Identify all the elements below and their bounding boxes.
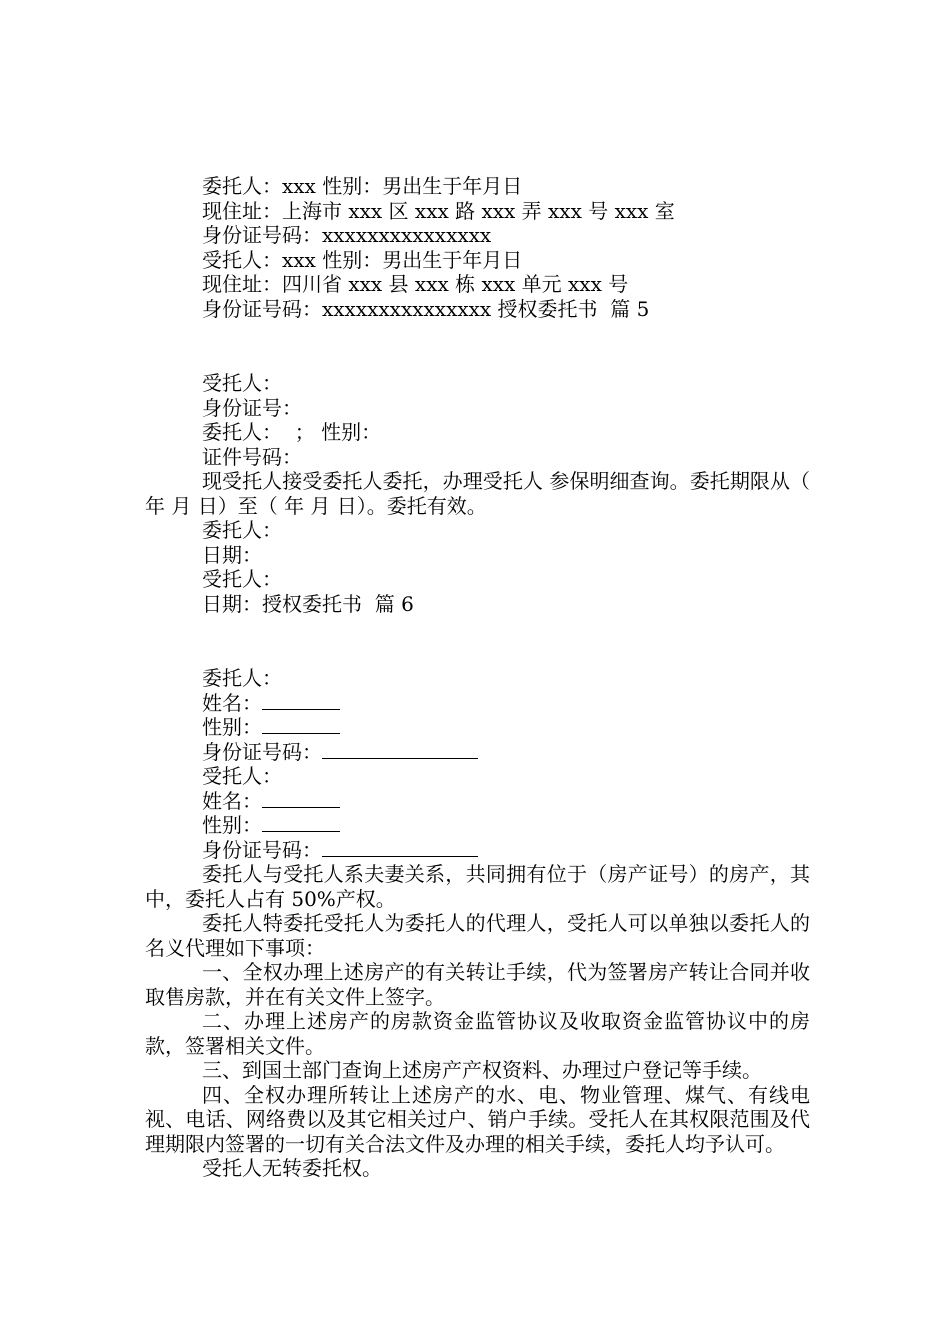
gender-label: 性别：: [202, 813, 262, 837]
principal-heading: 委托人：: [202, 666, 282, 690]
principal-name-line: [145, 691, 810, 716]
spacer: [145, 616, 810, 666]
text-line: 身份证号码：xxxxxxxxxxxxxxx: [202, 223, 492, 247]
text-line: 证件号码：: [202, 444, 302, 469]
paragraph: 四、全权办理所转让上述房产的水、电、物业管理、煤气、有线电视、电话、网络费以及其它相关过户、销户手续。受托人在其权限范围及代理期限内签署的一切有关合法文件及办理的相关手续，委托人均予认可。: [145, 1082, 810, 1156]
spacer: [145, 321, 810, 371]
paragraph: 三、到国土部门查询上述房产产权资料、办理过户登记等手续。: [202, 1058, 762, 1082]
text-line: 身份证号码：xxxxxxxxxxxxxxx 授权委托书 篇 5: [202, 296, 650, 321]
text-line: 日期：授权委托书 篇 6: [202, 591, 414, 616]
text-line: 委托人：: [202, 518, 282, 542]
agent-id-line: [145, 838, 810, 863]
text-line: 受托人：: [202, 567, 282, 591]
agent-gender-line: [145, 813, 810, 838]
text-line: 现住址：四川省 xxx 县 xxx 栋 xxx 单元 xxx 号: [202, 272, 629, 296]
principal-id-line: [145, 740, 810, 765]
name-label: 姓名：: [202, 690, 262, 715]
agent-name-line: [145, 789, 810, 814]
paragraph: 二、办理上述房产的房款资金监管协议及收取资金监管协议中的房款，签署相关文件。: [145, 1009, 810, 1058]
name-blank: [262, 789, 340, 808]
id-blank: [322, 740, 478, 759]
paragraph: 委托人与受托人系夫妻关系，共同拥有位于（房产证号）的房产，其中，委托人占有 50%产权。: [145, 862, 810, 911]
principal-gender-line: [145, 715, 810, 740]
paragraph: 委托人特委托受托人为委托人的代理人，受托人可以单独以委托人的名义代理如下事项：: [145, 911, 810, 960]
document-body: [145, 174, 810, 1181]
text-line: 受托人：xxx 性别：男出生于年月日: [202, 247, 523, 272]
gender-blank: [262, 813, 340, 832]
text-line: 现住址：上海市 xxx 区 xxx 路 xxx 弄 xxx 号 xxx 室: [202, 198, 675, 223]
paragraph: 一、全权办理上述房产的有关转让手续，代为签署房产转让合同并收取售房款，并在有关文件上签字。: [145, 960, 810, 1009]
id-label: 身份证号码：: [202, 739, 322, 764]
id-blank: [322, 838, 478, 857]
text-line: 日期：: [202, 542, 262, 567]
gender-label: 性别：: [202, 715, 262, 739]
name-blank: [262, 691, 340, 710]
text-line: 委托人： ； 性别：: [202, 420, 382, 444]
paragraph: 受托人无转委托权。: [202, 1156, 382, 1180]
id-label: 身份证号码：: [202, 837, 322, 862]
paragraph: 现受托人接受委托人委托，办理受托人 参保明细查询。委托期限从（ 年 月 日）至（ 年 月 日）。委托有效。: [145, 469, 810, 518]
agent-heading: 受托人：: [202, 764, 282, 788]
text-line: 受托人：: [202, 371, 282, 395]
text-line: 委托人：xxx 性别：男出生于年月日: [202, 174, 523, 198]
text-line: 身份证号：: [202, 395, 302, 420]
name-label: 姓名：: [202, 788, 262, 813]
gender-blank: [262, 715, 340, 734]
